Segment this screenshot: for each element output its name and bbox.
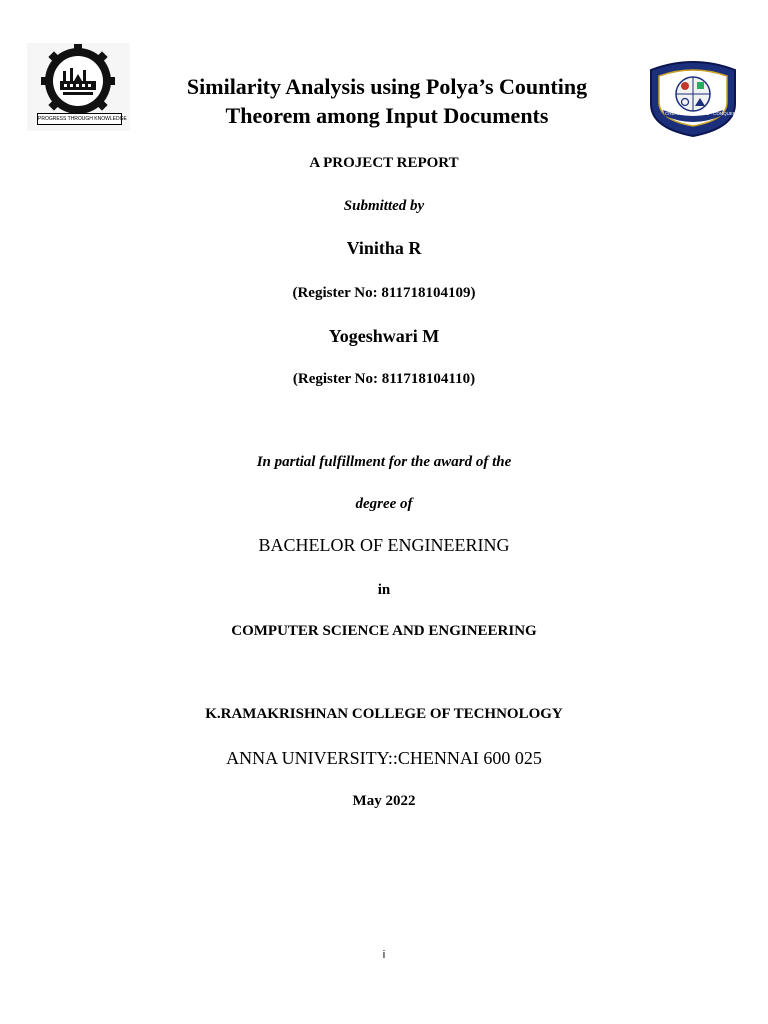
- branch-name: COMPUTER SCIENCE AND ENGINEERING: [231, 623, 537, 639]
- page-number: i: [382, 949, 386, 961]
- degree-name: BACHELOR OF ENGINEERING: [258, 535, 510, 555]
- project-report-label: A PROJECT REPORT: [309, 155, 459, 171]
- krct-logo: [643, 58, 743, 138]
- fulfillment-line-1: In partial fulfillment for the award of the: [256, 454, 512, 470]
- title-line-1: Similarity Analysis using Polya’s Counting: [186, 74, 588, 99]
- student-name-1: Vinitha R: [346, 238, 422, 258]
- title-line-2: Theorem among Input Documents: [225, 103, 549, 128]
- crest-motto: CREATE · COMPETE · CONQUER: [665, 111, 737, 116]
- logo-motto: PROGRESS THROUGH KNOWLEDGE: [37, 113, 122, 125]
- college-name: K.RAMAKRISHNAN COLLEGE OF TECHNOLOGY: [205, 706, 563, 722]
- register-number-2: (Register No: 811718104110): [292, 371, 476, 387]
- college-crest-icon: [643, 58, 743, 138]
- report-date: May 2022: [352, 793, 416, 809]
- in-label: in: [377, 582, 391, 598]
- student-name-2: Yogeshwari M: [328, 326, 440, 346]
- register-number-1: (Register No: 811718104109): [292, 285, 476, 301]
- university-name: ANNA UNIVERSITY::CHENNAI 600 025: [226, 748, 542, 768]
- report-title: [140, 72, 634, 130]
- anna-university-logo: [27, 43, 130, 131]
- fulfillment-line-2: degree of: [355, 496, 413, 512]
- submitted-by-label: Submitted by: [343, 198, 425, 214]
